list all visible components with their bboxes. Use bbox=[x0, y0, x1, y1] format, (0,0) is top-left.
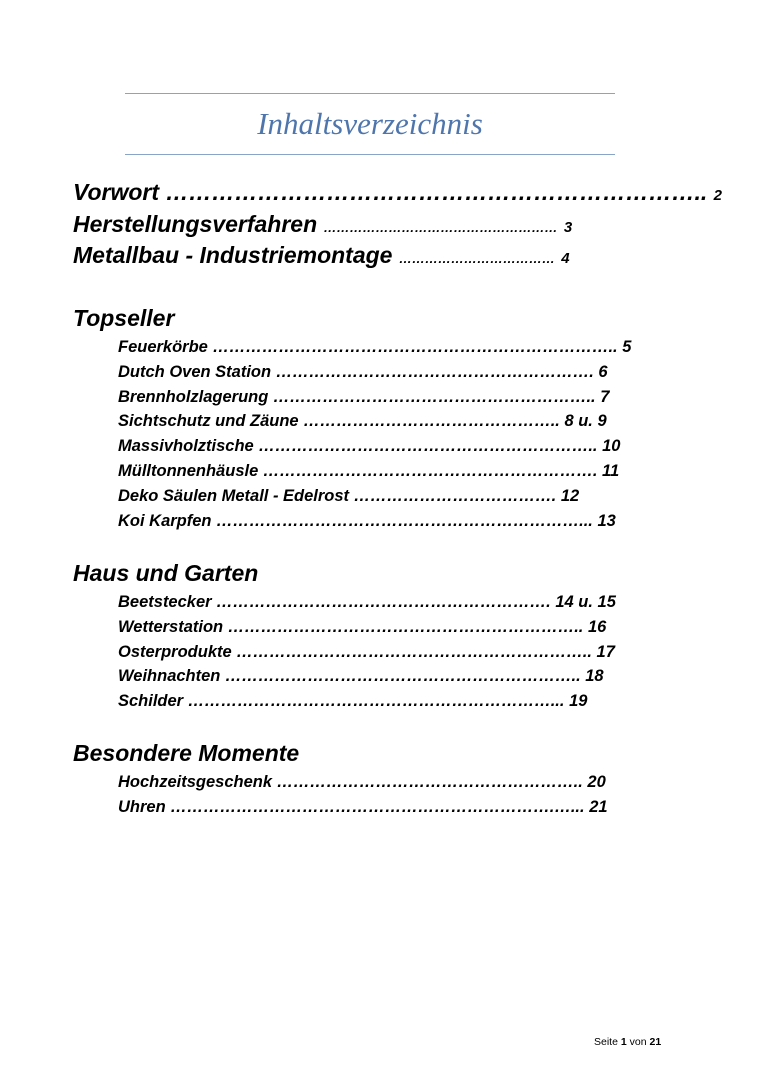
toc-item-weihnachten[interactable] bbox=[118, 665, 604, 687]
toc-item-uhren[interactable] bbox=[118, 796, 608, 818]
toc-page-number: 20 bbox=[587, 773, 606, 791]
toc-leader-dots: …………………………………………………. bbox=[275, 363, 594, 381]
toc-leader-dots: ………………………………………………….. bbox=[272, 388, 596, 406]
section-heading-besondere-momente: Besondere Momente bbox=[73, 740, 300, 766]
toc-page-number: 6 bbox=[598, 363, 608, 381]
toc-page-number: 18 bbox=[585, 667, 604, 685]
toc-entry-label: Schilder bbox=[118, 692, 184, 710]
toc-entry-label: Weihnachten bbox=[118, 667, 221, 685]
page-footer bbox=[594, 1036, 661, 1048]
toc-entry-label: Mülltonnenhäusle bbox=[118, 462, 259, 480]
toc-entry-label: Brennholzlagerung bbox=[118, 388, 269, 406]
toc-leader-dots: ……………………………………………………….. bbox=[224, 667, 581, 685]
toc-entry-label: Dutch Oven Station bbox=[118, 363, 272, 381]
toc-page-number: 13 bbox=[597, 512, 616, 530]
toc-page-number: 10 bbox=[602, 437, 621, 455]
toc-item-koi-karpfen[interactable] bbox=[118, 510, 616, 532]
toc-entry-label: Hochzeitsgeschenk bbox=[118, 773, 273, 791]
toc-page-number: 7 bbox=[600, 388, 610, 406]
toc-item-deko-saeulen[interactable] bbox=[118, 485, 579, 507]
toc-leader-dots: …………………………………………………………... bbox=[187, 692, 565, 710]
toc-item-sichtschutz[interactable] bbox=[118, 410, 607, 432]
footer-prefix: Seite bbox=[594, 1036, 618, 1048]
toc-entry-label: Osterprodukte bbox=[118, 643, 232, 661]
toc-leader-dots: ……………………………………………………….. bbox=[236, 643, 592, 661]
toc-entry-label: Sichtschutz und Zäune bbox=[118, 412, 299, 430]
toc-page-number: 19 bbox=[569, 692, 588, 710]
toc-entry-label: Wetterstation bbox=[118, 618, 224, 636]
toc-leader-dots: ……………………………………………………. bbox=[216, 593, 551, 611]
toc-item-hochzeitsgeschenk[interactable] bbox=[118, 771, 606, 793]
toc-leader-dots: …………………………………………………………... bbox=[216, 512, 593, 530]
toc-leader-dots: ……………………………………………….. bbox=[276, 773, 583, 791]
toc-page-number: 2 bbox=[713, 187, 722, 204]
page-title: Inhaltsverzeichnis bbox=[257, 106, 483, 141]
toc-entry-label: Uhren bbox=[118, 798, 166, 816]
toc-item-muelltonnenhaeusle[interactable] bbox=[118, 460, 619, 482]
toc-entry-label: Metallbau - Industriemontage bbox=[73, 242, 393, 268]
footer-current-page: 1 bbox=[620, 1036, 627, 1048]
toc-entry-herstellungsverfahren[interactable] bbox=[73, 210, 572, 242]
toc-entry-label: Feuerkörbe bbox=[118, 338, 208, 356]
toc-leader-dots: ……………………………………………………….. bbox=[227, 618, 584, 636]
toc-entry-vorwort[interactable] bbox=[73, 178, 722, 210]
toc-leader-dots: ……………………………………………………………….. bbox=[212, 338, 618, 356]
toc-item-dutch-oven-station[interactable] bbox=[118, 361, 608, 383]
toc-entry-label: Vorwort bbox=[73, 179, 160, 205]
toc-page-number: 12 bbox=[560, 487, 580, 505]
section-heading-topseller: Topseller bbox=[73, 305, 175, 331]
toc-leader-dots: ……………………………………………………. bbox=[262, 462, 598, 480]
toc-entry-label: Deko Säulen Metall - Edelrost bbox=[118, 487, 350, 505]
toc-item-brennholzlagerung[interactable] bbox=[118, 386, 609, 408]
toc-leader-dots: …………………………………………………………….. bbox=[165, 179, 708, 205]
toc-page-number: 16 bbox=[587, 618, 607, 636]
toc-item-beetstecker[interactable] bbox=[118, 591, 616, 613]
title-rule-bottom bbox=[125, 154, 615, 155]
toc-item-massivholztische[interactable] bbox=[118, 435, 620, 457]
toc-item-schilder[interactable] bbox=[118, 690, 587, 712]
toc-item-feuerkoerbe[interactable] bbox=[118, 336, 631, 358]
toc-leader-dots: …………………………………………………………….…... bbox=[170, 798, 585, 816]
toc-page-number: 8 u. 9 bbox=[564, 412, 607, 430]
toc-leader-dots: ………………………………. bbox=[353, 487, 557, 505]
toc-entry-metallbau[interactable] bbox=[73, 241, 570, 273]
toc-page-number: 14 u. 15 bbox=[555, 593, 616, 611]
title-rule-top bbox=[125, 93, 615, 94]
footer-total-pages: 21 bbox=[649, 1036, 662, 1048]
toc-page-number: 11 bbox=[602, 462, 620, 480]
toc-leader-dots: ……………………………………………… bbox=[323, 220, 558, 235]
toc-page-number: 21 bbox=[589, 798, 608, 816]
toc-entry-label: Herstellungsverfahren bbox=[73, 211, 318, 237]
toc-leader-dots: ……………………………………….. bbox=[303, 412, 560, 430]
toc-page-number: 5 bbox=[622, 338, 632, 356]
toc-item-osterprodukte[interactable] bbox=[118, 641, 615, 663]
toc-entry-label: Massivholztische bbox=[118, 437, 254, 455]
toc-page-number: 4 bbox=[561, 250, 570, 267]
toc-entry-label: Beetstecker bbox=[118, 593, 212, 611]
toc-item-wetterstation[interactable] bbox=[118, 616, 606, 638]
footer-middle: von bbox=[629, 1036, 647, 1048]
toc-leader-dots: ……………………………… bbox=[398, 251, 555, 266]
toc-page-number: 17 bbox=[596, 643, 615, 661]
section-heading-haus-und-garten: Haus und Garten bbox=[73, 560, 259, 586]
toc-entry-label: Koi Karpfen bbox=[118, 512, 212, 530]
toc-leader-dots: …………………………………………………….. bbox=[258, 437, 598, 455]
toc-page-number: 3 bbox=[563, 219, 573, 236]
